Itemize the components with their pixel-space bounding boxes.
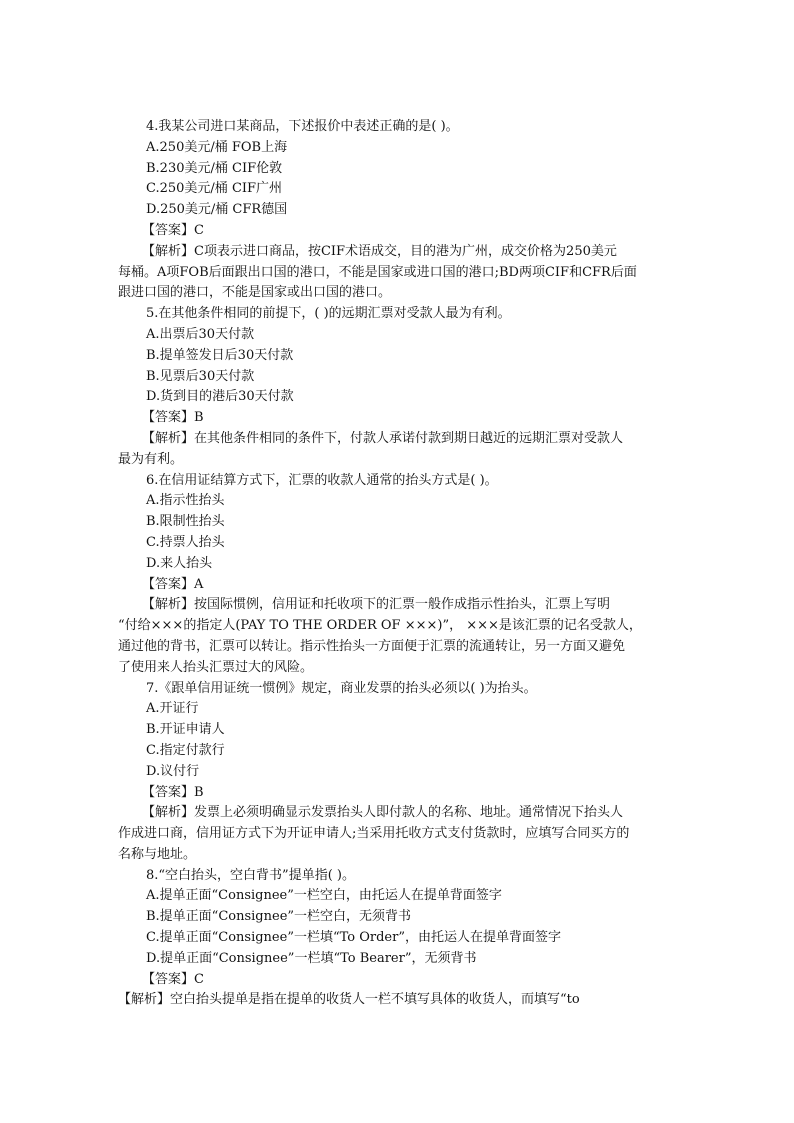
question-line: 7.《跟单信用证统一惯例》规定，商业发票的抬头必须以( )为抬头。 [146,680,537,696]
question-line: 6.在信用证结算方式下，汇票的收款人通常的抬头方式是( )。 [146,472,498,488]
continuation-line: “付给×××的指定人(PAY TO THE ORDER OF ×××)”， ×××是该汇票的记名受款人， [118,618,642,634]
option-line: A.250美元/桶 FOB上海 [146,139,288,155]
question-line: 4.我某公司进口某商品，下述报价中表述正确的是( )。 [146,119,459,134]
continuation-line: 通过他的背书，汇票可以转让。指示性抬头一方面便于汇票的流通转让，另一方面又避免 [118,638,626,654]
option-line: C.250美元/桶 CIF广州 [146,181,283,197]
option-line: B.提单签发日后30天付款 [146,347,294,363]
option-line: A.提单正面“Consignee”一栏空白，由托运人在提单背面签字 [146,888,502,904]
option-line: C.提单正面“Consignee”一栏填“To Order”，由托运人在提单背面签字 [146,930,561,946]
continuation-line: 最为有利。 [118,451,184,467]
analysis-line: 【解析】按国际惯例，信用证和托收项下的汇票一般作成指示性抬头，汇票上写明 [142,597,611,613]
answer-line: 【答案】C [142,971,204,987]
continuation-line: 作成进口商，信用证方式下为开证申请人;当采用托收方式支付货款时，应填写合同买方的 [118,826,630,842]
option-line: D.来人抬头 [146,555,213,571]
option-line: D.250美元/桶 CFR德国 [146,202,288,218]
continuation-line: 了使用来人抬头汇票过大的风险。 [118,659,314,675]
answer-line: 【答案】B [142,410,204,426]
option-line: C.持票人抬头 [146,534,225,550]
answer-line: 【答案】C [142,222,204,238]
option-line: A.出票后30天付款 [146,326,255,342]
option-line: B.提单正面“Consignee”一栏空白，无须背书 [146,909,412,925]
option-line: D.议付行 [146,763,200,779]
option-line: A.指示性抬头 [146,493,225,509]
option-line: B.限制性抬头 [146,514,225,530]
continuation-line: 【解析】空白抬头提单是指在提单的收货人一栏不填写具体的收货人，而填写“to [118,992,580,1008]
document-body [118,117,683,1011]
analysis-line: 【解析】发票上必须明确显示发票抬头人即付款人的名称、地址。通常情况下抬头人 [142,805,624,821]
option-line: B.见票后30天付款 [146,368,255,384]
continuation-line: 每桶。A项FOB后面跟出口国的港口，不能是国家或进口国的港口;BD两项CIF和CFR后面 [118,264,637,280]
option-line: B.230美元/桶 CIF伦敦 [146,160,283,176]
option-line: D.提单正面“Consignee”一栏填“To Bearer”，无须背书 [146,950,477,966]
continuation-line: 名称与地址。 [118,846,197,862]
question-line: 8.“空白抬头，空白背书”提单指( )。 [146,867,355,883]
continuation-line: 跟进口国的港口，不能是国家或出口国的港口。 [118,285,392,301]
option-line: C.指定付款行 [146,742,225,758]
analysis-line: 【解析】C项表示进口商品，按CIF术语成交，目的港为广州，成交价格为250美元 [142,243,617,259]
answer-line: 【答案】A [142,576,204,592]
analysis-line: 【解析】在其他条件相同的条件下，付款人承诺付款到期日越近的远期汇票对受款人 [142,430,624,446]
answer-line: 【答案】B [142,784,204,800]
option-line: A.开证行 [146,701,199,717]
question-line: 5.在其他条件相同的前提下，( )的远期汇票对受款人最为有利。 [146,306,511,322]
option-line: B.开证申请人 [146,722,225,738]
option-line: D.货到目的港后30天付款 [146,389,294,405]
